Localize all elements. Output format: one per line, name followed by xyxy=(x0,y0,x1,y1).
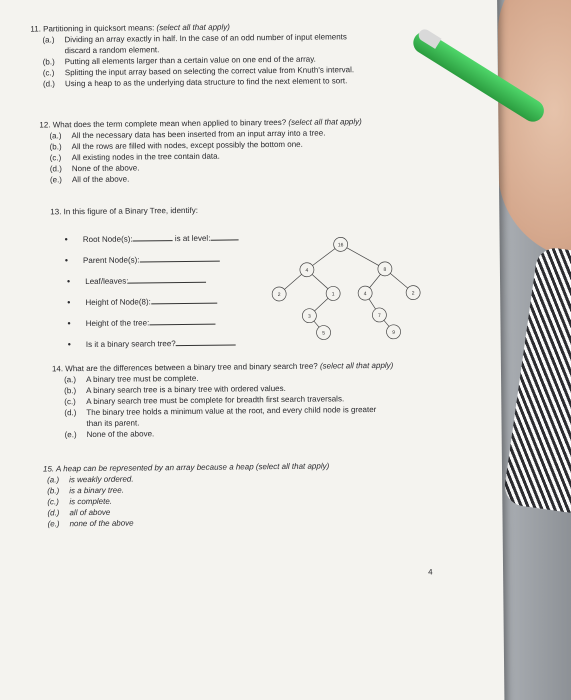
svg-text:1: 1 xyxy=(331,291,335,298)
q14-option-d[interactable]: (d.) The binary tree holds a minimum value at the root, and every child node is greater xyxy=(64,404,377,418)
svg-text:16: 16 xyxy=(337,242,344,249)
q15-option-c[interactable]: (c.) is complete. xyxy=(47,496,113,507)
tree-node xyxy=(272,287,286,301)
svg-text:4: 4 xyxy=(305,267,309,274)
svg-text:4: 4 xyxy=(363,291,367,298)
q11-option-c[interactable]: (c.) Splitting the input array based on selecting the correct value from Knuth's interval. xyxy=(42,65,355,78)
answer-blank[interactable] xyxy=(210,231,238,240)
tree-node xyxy=(406,286,420,300)
q13-item-height-tree: • Height of the tree: xyxy=(67,316,215,330)
answer-blank[interactable] xyxy=(176,336,236,346)
q12-option-d[interactable]: (d.) None of the above. xyxy=(49,163,140,174)
binary-tree-figure xyxy=(266,229,457,351)
tree-node xyxy=(302,309,316,323)
question-12 xyxy=(39,116,362,185)
tree-node xyxy=(300,263,314,277)
answer-blank[interactable] xyxy=(128,274,206,284)
question-11 xyxy=(30,20,354,89)
q13-item-leaves: • Leaf/leaves: xyxy=(67,274,206,287)
tree-edges xyxy=(279,244,414,333)
svg-text:3: 3 xyxy=(307,313,311,320)
question-15 xyxy=(43,460,330,529)
question-13 xyxy=(50,205,198,218)
tree-node xyxy=(372,308,386,322)
svg-text:2: 2 xyxy=(411,290,415,297)
question-14-note: (select all that apply) xyxy=(319,360,394,371)
question-12-note: (select all that apply) xyxy=(288,117,362,127)
answer-blank[interactable] xyxy=(149,316,215,326)
q11-option-d[interactable]: (d.) Using a heap to as the underlying data structure to find the next element to sort. xyxy=(42,76,348,89)
q14-option-c[interactable]: (c.) A binary search tree must be complete for breadth first search traversals. xyxy=(64,394,345,407)
tree-node xyxy=(326,286,340,300)
tree-node xyxy=(386,325,400,339)
question-12-text: 12. What does the term complete mean when applied to binary trees? xyxy=(39,117,287,130)
page-number: 4 xyxy=(428,567,433,577)
q11-option-b[interactable]: (b.) Putting all elements larger than a certain value on one end of the array. xyxy=(42,54,316,67)
svg-text:9: 9 xyxy=(392,329,395,336)
q13-item-height-node8: • Height of Node(8): xyxy=(67,295,217,309)
tree-node xyxy=(334,237,348,251)
question-13-text: 13. In this figure of a Binary Tree, identify: xyxy=(50,205,198,217)
q13-item-bst: • Is it a binary search tree? xyxy=(68,336,236,350)
svg-text:7: 7 xyxy=(377,312,381,319)
q14-option-a[interactable]: (a.) A binary tree must be complete. xyxy=(63,373,199,385)
q14-option-b[interactable]: (b.) A binary search tree is a binary tree with ordered values. xyxy=(64,383,286,396)
q12-option-b[interactable]: (b.) All the rows are filled with nodes, except possibly the bottom one. xyxy=(49,139,303,152)
q12-option-e[interactable]: (e.) All of the above. xyxy=(49,174,130,185)
question-15-note: (select all that apply) xyxy=(255,461,330,472)
question-11-note: (select all that apply) xyxy=(156,22,230,33)
q11-option-a[interactable]: (a.) Dividing an array exactly in half. In the case of an odd number of input elements xyxy=(42,32,347,45)
tree-node xyxy=(358,286,372,300)
question-14-text: 14. What are the differences between a binary tree and binary search tree? xyxy=(51,361,318,374)
q12-option-a[interactable]: (a.) All the necessary data has been inserted from an input array into a tree. xyxy=(49,128,326,141)
q15-option-a[interactable]: (a.) is weakly ordered. xyxy=(47,474,134,485)
q13-item-parent: • Parent Node(s): xyxy=(65,253,220,267)
q14-option-e[interactable]: (e.) None of the above. xyxy=(64,429,155,440)
answer-blank[interactable] xyxy=(133,232,173,241)
q11-option-a-cont: discard a random element. xyxy=(64,45,160,56)
svg-text:8: 8 xyxy=(383,266,387,273)
q15-option-b[interactable]: (b.) is a binary tree. xyxy=(47,485,124,496)
tree-node xyxy=(316,325,330,339)
q12-option-c[interactable]: (c.) All existing nodes in the tree contain data. xyxy=(49,151,220,163)
q13-item-root: • Root Node(s): is at level: xyxy=(65,231,239,245)
answer-blank[interactable] xyxy=(139,253,219,263)
answer-blank[interactable] xyxy=(151,295,217,305)
q15-option-d[interactable]: (d.) all of above xyxy=(47,507,111,518)
q14-option-d-cont: than its parent. xyxy=(86,418,140,429)
svg-text:5: 5 xyxy=(322,330,325,337)
tree-node xyxy=(378,262,392,276)
svg-text:2: 2 xyxy=(277,291,281,299)
question-15-text: 15. A heap can be represented by an array because a heap xyxy=(42,462,254,474)
q15-option-e[interactable]: (e.) none of the above xyxy=(47,518,134,529)
question-14 xyxy=(52,360,394,441)
question-11-text: 11. Partitioning in quicksort means: xyxy=(30,23,155,34)
